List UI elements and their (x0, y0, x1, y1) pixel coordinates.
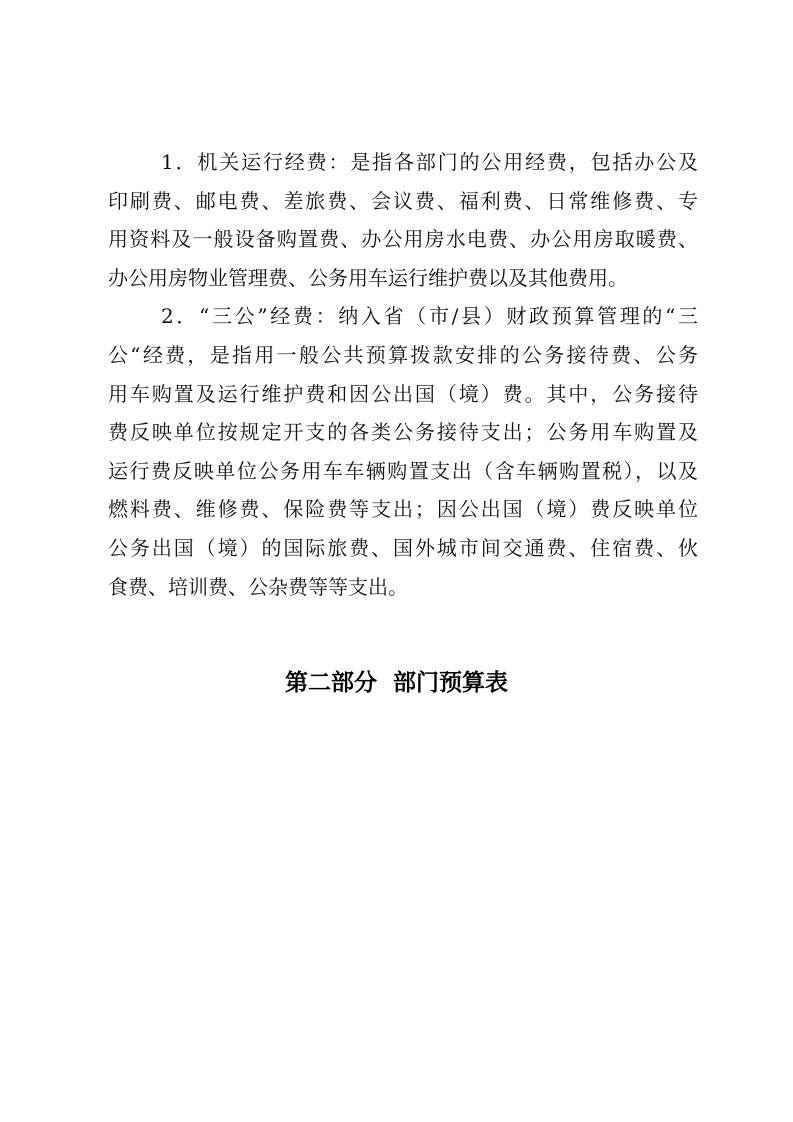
text-line: 食费、培训费、公杂费等等支出。 (108, 574, 408, 599)
text-line: 用资料及一般设备购置费、办公用房水电费、办公用房取暖费、 (108, 227, 698, 252)
text-line: 公务出国（境）的国际旅费、国外城市间交通费、住宿费、伙 (108, 535, 698, 560)
section-heading: 第二部分 部门预算表 (284, 670, 508, 696)
text-line: 公“经费，是指用一般公共预算拨款安排的公务接待费、公务 (108, 342, 698, 367)
text-line: 办公用房物业管理费、公务用车运行维护费以及其他费用。 (108, 265, 628, 290)
text-line: 印刷费、邮电费、差旅费、会议费、福利费、日常维修费、专 (108, 188, 698, 213)
text-line: 费反映单位按规定开支的各类公务接待支出；公务用车购置及 (108, 420, 698, 445)
text-line: 运行费反映单位公务用车车辆购置支出（含车辆购置税），以及 (108, 458, 698, 483)
text-line: 2．“三公”经费：纳入省（市/县）财政预算管理的“三 (161, 304, 698, 329)
paragraph-three-public-expenses (108, 297, 698, 606)
body-text (108, 143, 698, 606)
text-line: 燃料费、维修费、保险费等支出；因公出国（境）费反映单位 (108, 497, 698, 522)
text-line: 用车购置及运行维护费和因公出国（境）费。其中，公务接待 (108, 381, 698, 406)
paragraph-operating-expenses (108, 143, 698, 297)
text-line: 1．机关运行经费：是指各部门的公用经费，包括办公及 (161, 150, 698, 174)
